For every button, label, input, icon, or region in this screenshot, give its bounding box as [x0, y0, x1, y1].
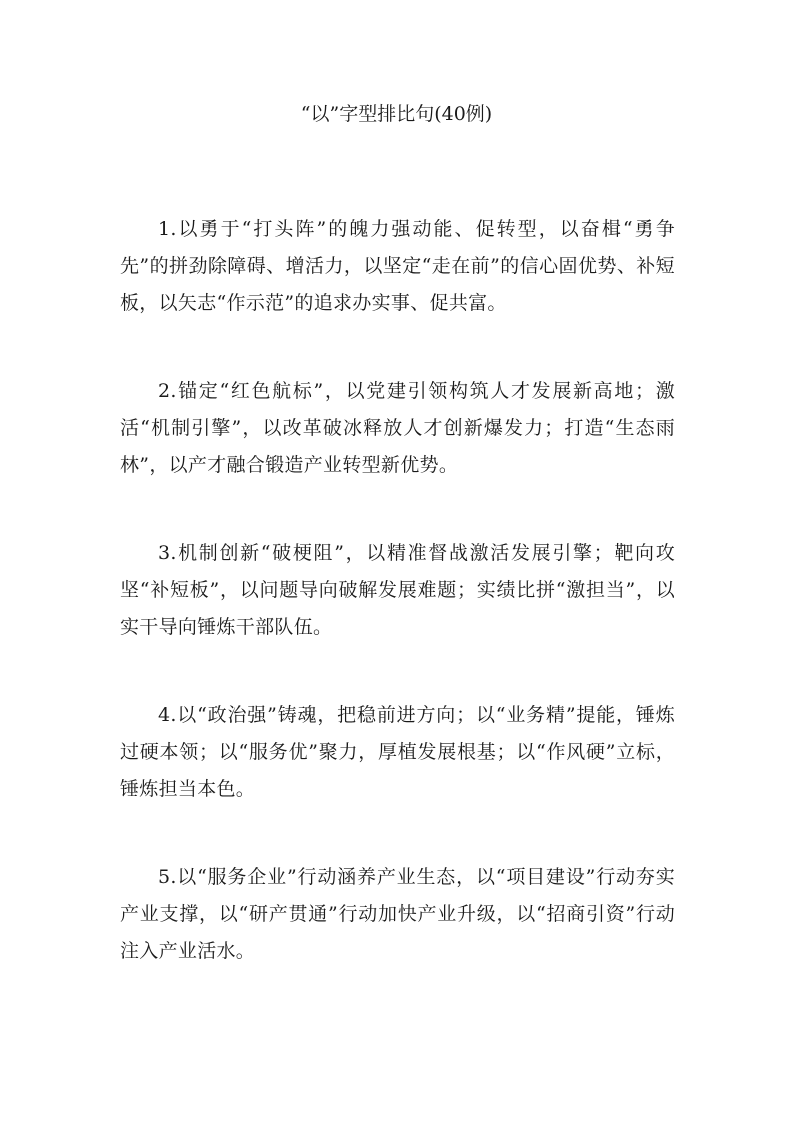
document-title: “以”字型排比句(40例): [300, 103, 493, 125]
paragraph-2: 2.锚定“红色航标”，以党建引领构筑人才发展新高地；激活“机制引擎”，以改革破冰释放人才创新爆发力；打造“生态雨林”，以产才融合锻造产业转型新优势。: [120, 380, 675, 476]
paragraph-4: 4.以“政治强”铸魂，把稳前进方向；以“业务精”提能，锤炼过硬本领；以“服务优”聚力，厚植发展根基；以“作风硬”立标，锤炼担当本色。: [120, 704, 675, 800]
paragraph-3: 3.机制创新“破梗阻”，以精准督战激活发展引擎；靶向攻坚“补短板”，以问题导向破解发展难题；实绩比拼“激担当”，以实干导向锤炼干部队伍。: [120, 542, 675, 638]
paragraph-1: 1.以勇于“打头阵”的魄力强动能、促转型，以奋楫“勇争先”的拼劲除障碍、增活力，以坚定“走在前”的信心固优势、补短板，以矢志“作示范”的追求办实事、促共富。: [120, 218, 675, 314]
document-body: [120, 211, 675, 1021]
paragraph-5: 5.以“服务企业”行动涵养产业生态，以“项目建设”行动夯实产业支撑，以“研产贯通”行动加快产业升级，以“招商引资”行动注入产业活水。: [120, 866, 675, 962]
